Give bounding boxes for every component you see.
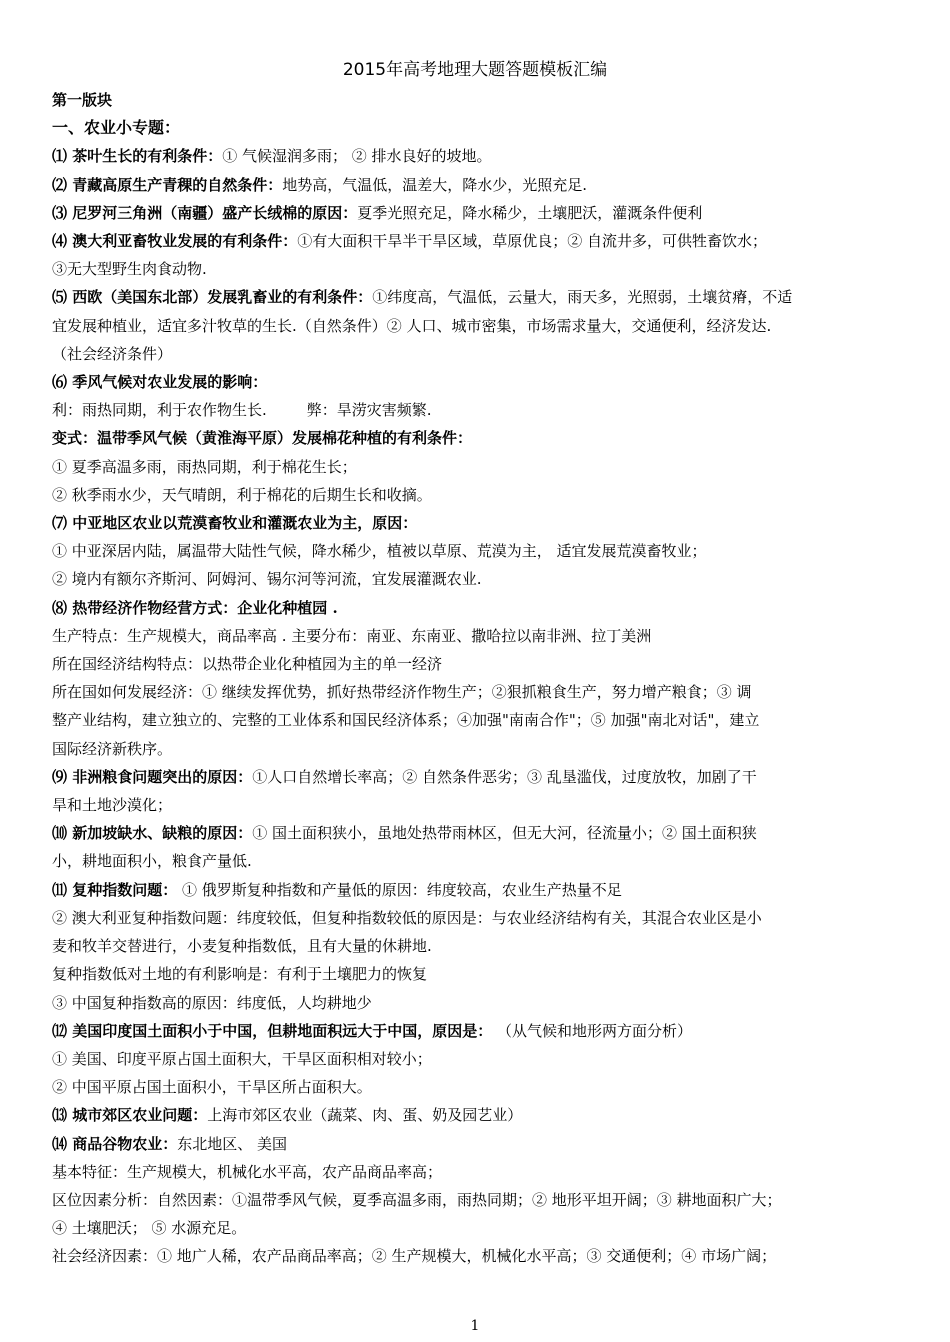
text-line (52, 1242, 910, 1270)
line-text: （从气候和地形两方面分析） (492, 1021, 693, 1040)
text-line (52, 424, 910, 452)
line-heading: ⑾ 复种指数问题： (52, 880, 178, 899)
line-heading: ⑴ 茶叶生长的有利条件： (52, 147, 223, 166)
text-line (52, 1073, 910, 1101)
line-heading: ⑸ 西欧（美国东北部）发展乳畜业的有利条件： (52, 288, 373, 307)
text-line (52, 847, 910, 875)
line-text: 小，耕地面积小，粮食产量低. (52, 852, 252, 871)
line-text: ① 气候湿润多雨； ② 排水良好的坡地。 (222, 147, 492, 166)
text-line (52, 1214, 910, 1242)
line-heading: ⑿ 美国印度国土面积小于中国，但耕地面积远大于中国，原因是： (52, 1021, 493, 1040)
text-line (52, 1186, 910, 1214)
line-text: ② 境内有额尔齐斯河、阿姆河、锡尔河等河流，宜发展灌溉农业. (52, 570, 482, 589)
text-line (52, 453, 910, 481)
line-text: ① 中亚深居内陆，属温带大陆性气候，降水稀少，植被以草原、荒漠为主， 适宜发展荒漠畜牧业； (52, 542, 707, 561)
text-line (52, 960, 910, 988)
topic-heading: 一、农业小专题： (52, 118, 181, 138)
line-text: 基本特征：生产规模大，机械化水平高，农产品商品率高； (52, 1162, 443, 1181)
line-text: 宜发展种植业，适宜多汁牧草的生长.（自然条件）② 人口、城市密集，市场需求量大，交通便利，经济发达. (52, 316, 772, 335)
text-line (52, 594, 910, 622)
line-text: 上海市郊区农业（蔬菜、肉、蛋、奶及园艺业） (207, 1106, 523, 1125)
text-line (52, 312, 910, 340)
text-line (52, 509, 910, 537)
text-line (52, 481, 910, 509)
line-heading: ⑼ 非洲粮食问题突出的原因： (52, 767, 253, 786)
line-heading: ⑺ 中亚地区农业以荒漠畜牧业和灌溉农业为主，原因： (52, 514, 418, 533)
text-line (52, 368, 910, 396)
line-text: 复种指数低对土地的有利影响是：有利于土壤肥力的恢复 (52, 965, 428, 984)
text-line (52, 735, 910, 763)
line-text: ② 澳大利亚复种指数问题：纬度较低，但复种指数较低的原因是：与农业经济结构有关，其混合农业区是小 (52, 908, 762, 927)
text-line (52, 989, 910, 1017)
line-text: 利：雨热同期，利于农作物生长. (52, 401, 267, 420)
text-line (52, 706, 910, 734)
line-text: （社会经济条件） (52, 344, 173, 363)
line-text: 弊：旱涝灾害频繁. (306, 401, 432, 420)
text-line (52, 1045, 910, 1073)
line-text: ① 夏季高温多雨，雨热同期，利于棉花生长； (52, 457, 357, 476)
section-heading: 第一版块 (52, 91, 113, 109)
line-text: 所在国如何发展经济：① 继续发挥优势，抓好热带经济作物生产；②狠抓粮食生产，努力增产粮食；③ 调 (52, 683, 752, 702)
line-text: 东北地区、 美国 (177, 1134, 288, 1153)
line-text: ①纬度高，气温低，云量大，雨天多，光照弱，土壤贫瘠，不适 (372, 288, 793, 307)
text-line (52, 678, 910, 706)
text-line (52, 876, 910, 904)
line-heading: ⑷ 澳大利亚畜牧业发展的有利条件： (52, 232, 298, 251)
line-heading: ⒀ 城市郊区农业问题： (52, 1106, 208, 1125)
text-line (52, 142, 910, 170)
line-text: ② 秋季雨水少，天气晴朗，利于棉花的后期生长和收摘。 (52, 485, 432, 504)
line-text: ③无大型野生肉食动物. (52, 260, 207, 279)
line-heading: ⑵ 青藏高原生产青稞的自然条件： (52, 175, 283, 194)
text-line (52, 904, 910, 932)
text-line (52, 199, 910, 227)
text-line (52, 171, 910, 199)
text-line (52, 763, 910, 791)
line-text: 所在国经济结构特点：以热带企业化种植园为主的单一经济 (52, 655, 443, 674)
line-text: ③ 中国复种指数高的原因：纬度低，人均耕地少 (52, 993, 372, 1012)
line-text: ④ 土壤肥沃； ⑤ 水源充足。 (52, 1219, 247, 1238)
text-line (52, 565, 910, 593)
line-text: 社会经济因素：① 地广人稀，农产品商品率高；② 生产规模大，机械化水平高；③ 交通便利；④ 市场广阔； (52, 1247, 777, 1266)
line-text: 整产业结构，建立独立的、完整的工业体系和国民经济体系；④加强"南南合作"；⑤ 加强"南北对话"，建立 (52, 711, 760, 730)
text-line (52, 1130, 910, 1158)
text-line (52, 255, 910, 283)
text-line (52, 396, 910, 424)
line-text: ① 俄罗斯复种指数和产量低的原因：纬度较高，农业生产热量不足 (177, 880, 622, 899)
line-text: 地势高，气温低，温差大，降水少，光照充足. (282, 175, 588, 194)
text-line (52, 819, 910, 847)
text-line (52, 1017, 910, 1045)
line-heading: ⑽ 新加坡缺水、缺粮的原因： (52, 824, 253, 843)
line-heading: ⑻ 热带经济作物经营方式：企业化种植园 . (52, 598, 338, 617)
line-text: 国际经济新秩序。 (52, 739, 173, 758)
text-line (52, 537, 910, 565)
text-line (52, 340, 910, 368)
line-text: ① 美国、印度平原占国土面积大，干旱区面积相对较小； (52, 1049, 432, 1068)
text-line (52, 932, 910, 960)
line-text: ①有大面积干旱半干旱区域，草原优良；② 自流井多，可供牲畜饮水； (297, 232, 768, 251)
text-line (52, 791, 910, 819)
line-text: 夏季光照充足，降水稀少，土壤肥沃，灌溉条件便利 (357, 203, 703, 222)
line-heading: ⑶ 尼罗河三角洲（南疆）盛产长绒棉的原因： (52, 203, 358, 222)
line-text: 旱和土地沙漠化； (52, 796, 173, 815)
text-line (52, 650, 910, 678)
text-line (52, 1158, 910, 1186)
document-title: 2015年高考地理大题答题模板汇编 (342, 60, 608, 80)
line-heading: ⒁ 商品谷物农业： (52, 1134, 178, 1153)
line-text: ② 中国平原占国土面积小，干旱区所占面积大。 (52, 1078, 372, 1097)
text-line (52, 622, 910, 650)
line-text: 区位因素分析：自然因素：①温带季风气候，夏季高温多雨，雨热同期；② 地形平坦开阔；③ 耕地面积广大； (52, 1190, 782, 1209)
document-body (52, 86, 910, 1271)
page-number: 1 (470, 1318, 480, 1334)
text-line (52, 227, 910, 255)
line-heading: 变式：温带季风气候（黄淮海平原）发展棉花种植的有利条件： (52, 429, 473, 448)
line-text: ① 国土面积狭小，虽地处热带雨林区，但无大河，径流量小；② 国土面积狭 (252, 824, 757, 843)
line-heading: ⑹ 季风气候对农业发展的影响： (52, 373, 268, 392)
text-line (52, 283, 910, 311)
line-text: ①人口自然增长率高；② 自然条件恶劣；③ 乱垦滥伐，过度放牧，加剧了干 (252, 767, 757, 786)
content-lines (52, 142, 910, 1270)
text-line (52, 1101, 910, 1129)
line-text: 生产特点：生产规模大，商品率高 . 主要分布：南亚、东南亚、撒哈拉以南非洲、拉丁美洲 (52, 626, 652, 645)
line-text: 麦和牧羊交替进行，小麦复种指数低，且有大量的休耕地. (52, 937, 432, 956)
